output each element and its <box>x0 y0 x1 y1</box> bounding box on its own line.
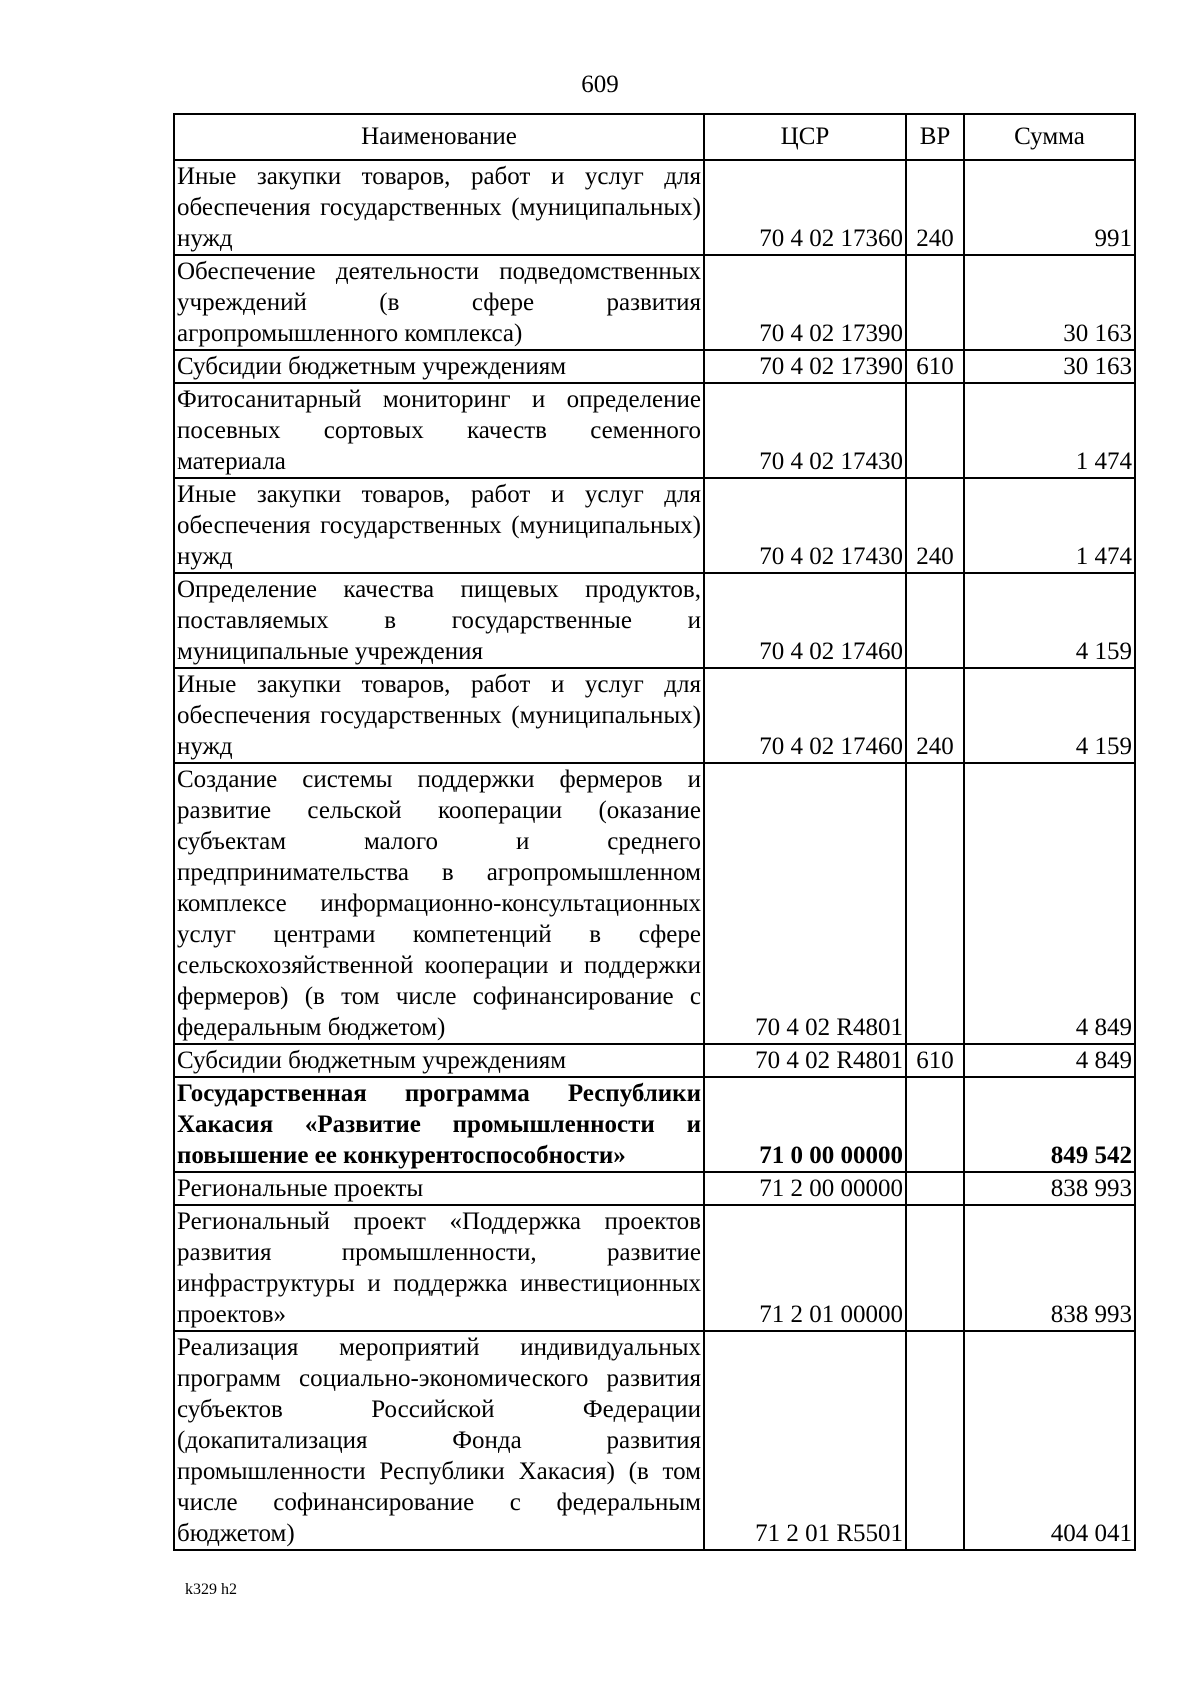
table-header-row <box>174 114 1135 160</box>
cell-csr: 70 4 02 17390 <box>704 255 906 350</box>
table-row <box>174 255 1135 350</box>
cell-csr: 70 4 02 17460 <box>704 668 906 763</box>
table-row <box>174 668 1135 763</box>
cell-sum: 4 159 <box>964 668 1135 763</box>
table-row <box>174 763 1135 1044</box>
cell-vr <box>906 255 964 350</box>
table-row <box>174 1077 1135 1172</box>
cell-vr <box>906 573 964 668</box>
cell-sum: 30 163 <box>964 255 1135 350</box>
cell-name: Государственная программа Республики Хакасия «Развитие промышленности и повышение ее конкурентоспособности» <box>174 1077 704 1172</box>
footer-code: k329 h2 <box>185 1581 237 1598</box>
table-row <box>174 350 1135 383</box>
cell-csr: 70 4 02 R4801 <box>704 763 906 1044</box>
cell-name: Обеспечение деятельности подведомственных учреждений (в сфере развития агропромышленного комплекса) <box>174 255 704 350</box>
cell-name: Создание системы поддержки фермеров и развитие сельской кооперации (оказание субъектам малого и среднего предпринимательства в агропромышленном комплексе информационно-консультационных услуг центрами компетенций в сфере сельскохозяйственной кооперации и поддержки фермеров) (в том числе софинансирование с федеральным бюджетом) <box>174 763 704 1044</box>
cell-csr: 70 4 02 17390 <box>704 350 906 383</box>
cell-csr: 71 0 00 00000 <box>704 1077 906 1172</box>
cell-csr: 71 2 00 00000 <box>704 1172 906 1205</box>
cell-vr: 240 <box>906 160 964 255</box>
cell-sum: 1 474 <box>964 383 1135 478</box>
cell-name: Иные закупки товаров, работ и услуг для обеспечения государственных (муниципальных) нужд <box>174 668 704 763</box>
cell-sum: 30 163 <box>964 350 1135 383</box>
header-sum: Сумма <box>964 114 1135 160</box>
cell-csr: 70 4 02 17360 <box>704 160 906 255</box>
budget-table <box>173 113 1136 1551</box>
table-row <box>174 573 1135 668</box>
cell-name: Региональный проект «Поддержка проектов развития промышленности, развитие инфраструктуры и поддержка инвестиционных проектов» <box>174 1205 704 1331</box>
cell-sum: 991 <box>964 160 1135 255</box>
cell-name: Субсидии бюджетным учреждениям <box>174 1044 704 1077</box>
cell-name: Иные закупки товаров, работ и услуг для обеспечения государственных (муниципальных) нужд <box>174 160 704 255</box>
header-vr: ВР <box>906 114 964 160</box>
cell-vr <box>906 383 964 478</box>
cell-csr: 70 4 02 17460 <box>704 573 906 668</box>
table-row <box>174 1331 1135 1550</box>
cell-sum: 4 159 <box>964 573 1135 668</box>
table-row <box>174 478 1135 573</box>
cell-sum: 1 474 <box>964 478 1135 573</box>
table-row <box>174 1172 1135 1205</box>
cell-vr: 240 <box>906 668 964 763</box>
table-row <box>174 160 1135 255</box>
cell-sum: 838 993 <box>964 1172 1135 1205</box>
cell-name: Фитосанитарный мониторинг и определение посевных сортовых качеств семенного материала <box>174 383 704 478</box>
cell-sum: 4 849 <box>964 763 1135 1044</box>
table-row <box>174 383 1135 478</box>
cell-csr: 71 2 01 00000 <box>704 1205 906 1331</box>
cell-vr <box>906 1205 964 1331</box>
cell-sum: 849 542 <box>964 1077 1135 1172</box>
cell-csr: 70 4 02 17430 <box>704 383 906 478</box>
page-number: 609 <box>581 71 619 98</box>
cell-vr: 610 <box>906 350 964 383</box>
header-csr: ЦСР <box>704 114 906 160</box>
cell-vr <box>906 1077 964 1172</box>
table-row <box>174 1044 1135 1077</box>
cell-vr <box>906 1172 964 1205</box>
table-body <box>174 160 1135 1550</box>
cell-csr: 71 2 01 R5501 <box>704 1331 906 1550</box>
cell-name: Определение качества пищевых продуктов, поставляемых в государственные и муниципальные учреждения <box>174 573 704 668</box>
cell-sum: 838 993 <box>964 1205 1135 1331</box>
cell-csr: 70 4 02 17430 <box>704 478 906 573</box>
header-name: Наименование <box>174 114 704 160</box>
cell-vr: 610 <box>906 1044 964 1077</box>
table-row <box>174 1205 1135 1331</box>
cell-sum: 4 849 <box>964 1044 1135 1077</box>
cell-sum: 404 041 <box>964 1331 1135 1550</box>
cell-name: Региональные проекты <box>174 1172 704 1205</box>
cell-name: Реализация мероприятий индивидуальных программ социально-экономического развития субъектов Российской Федерации (докапитализация Фонда развития промышленности Республики Хакасия) (в том числе софинансирование с федеральным бюджетом) <box>174 1331 704 1550</box>
cell-vr <box>906 763 964 1044</box>
cell-vr: 240 <box>906 478 964 573</box>
cell-csr: 70 4 02 R4801 <box>704 1044 906 1077</box>
cell-vr <box>906 1331 964 1550</box>
cell-name: Иные закупки товаров, работ и услуг для обеспечения государственных (муниципальных) нужд <box>174 478 704 573</box>
cell-name: Субсидии бюджетным учреждениям <box>174 350 704 383</box>
